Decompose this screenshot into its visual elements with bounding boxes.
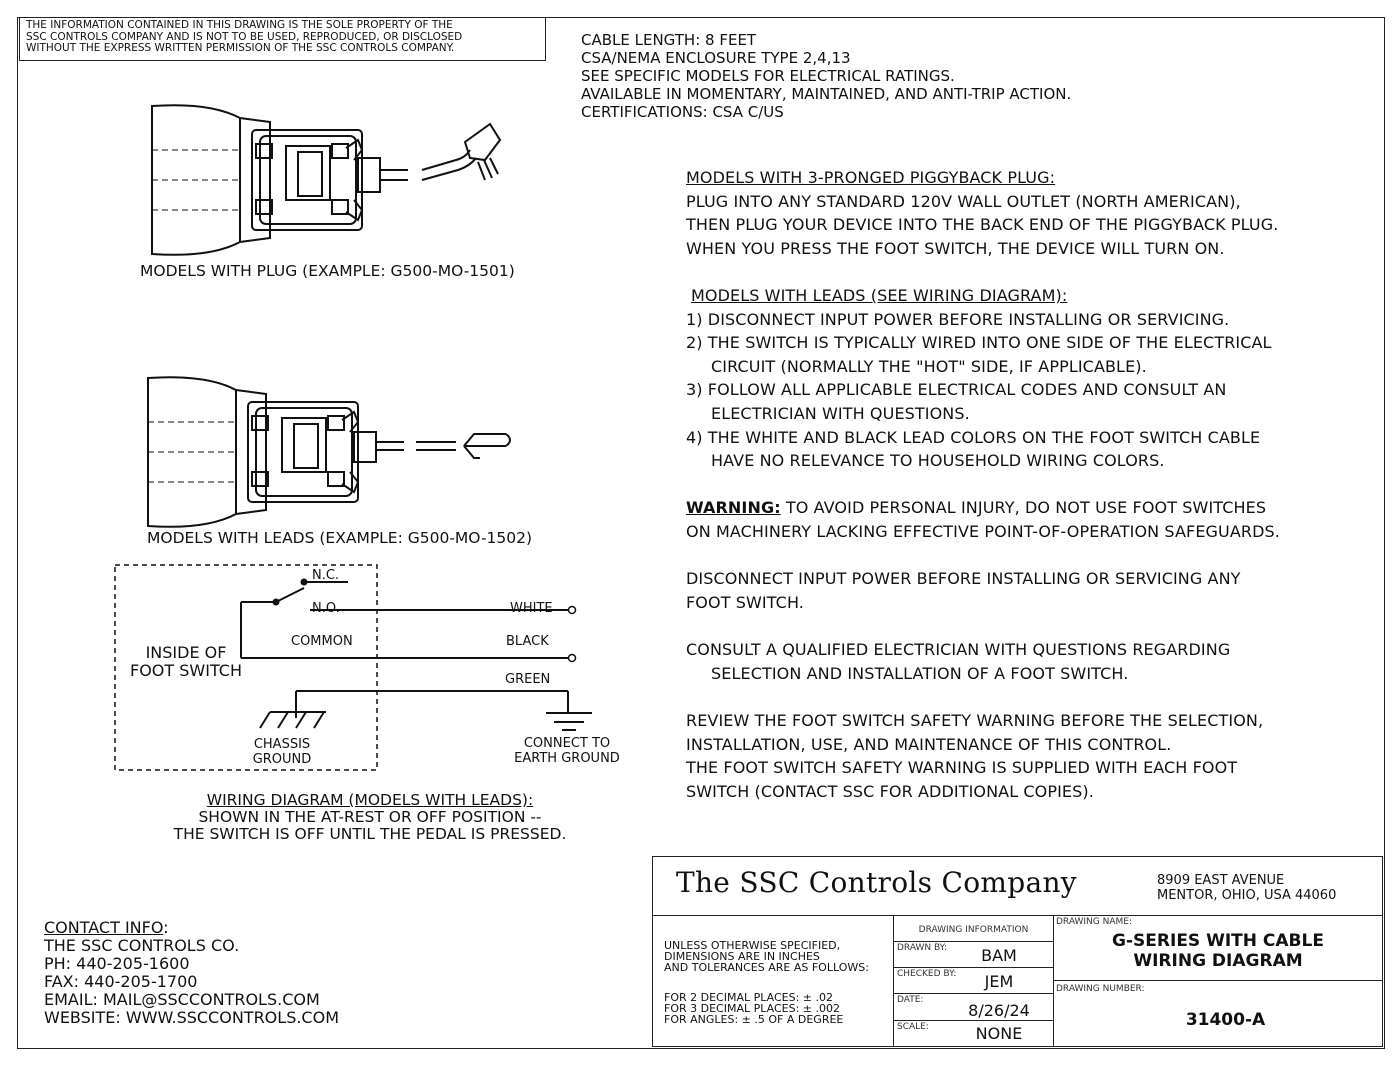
drawing-name: G-SERIES WITH CABLE WIRING DIAGRAM [1112, 931, 1324, 971]
wiring-diagram-caption: WIRING DIAGRAM (MODELS WITH LEADS): SHOWN IN THE AT-REST OR OFF POSITION -- THE SWITCH IS OFF UNTIL THE PEDAL IS PRESSED. [173, 791, 567, 843]
caption-leads: MODELS WITH LEADS (EXAMPLE: G500-MO-1502) [147, 529, 533, 547]
white-label: WHITE [510, 601, 553, 616]
consult-block: CONSULT A QUALIFIED ELECTRICIAN WITH QUESTIONS REGARDING SELECTION AND INSTALLATION OF A FOOT SWITCH. [686, 640, 1231, 683]
scale-value: NONE [975, 1024, 1023, 1043]
company-address: 8909 EAST AVENUE MENTOR, OHIO, USA 44060 [1157, 873, 1337, 903]
notice-line: THE INFORMATION CONTAINED IN THIS DRAWING IS THE SOLE PROPERTY OF THE [26, 19, 453, 31]
drawn-by-value: BAM [981, 946, 1017, 965]
warning-block: WARNING: TO AVOID PERSONAL INJURY, DO NOT USE FOOT SWITCHES ON MACHINERY LACKING EFFECTIVE POINT-OF-OPERATION SAFEGUARDS. [686, 498, 1280, 541]
drawing-info-label: DRAWING INFORMATION [918, 925, 1029, 935]
company-name: The SSC Controls Company [676, 866, 1077, 899]
drawing-number: 31400-A [1185, 1010, 1266, 1030]
spec-line: CSA/NEMA ENCLOSURE TYPE 2,4,13 [581, 49, 851, 67]
spec-line: SEE SPECIFIC MODELS FOR ELECTRICAL RATINGS. [581, 67, 955, 85]
warning-label: WARNING: [686, 498, 781, 517]
date-value: 8/26/24 [968, 1001, 1030, 1020]
contact-info: CONTACT INFO: THE SSC CONTROLS CO. PH: 440-205-1600 FAX: 440-205-1700 EMAIL: MAIL@SSCCONTROLS.COM WEBSITE: WWW.SSCCONTROLS.COM [44, 918, 339, 1027]
checked-by-value: JEM [984, 972, 1014, 991]
proprietary-notice [19, 17, 546, 61]
caption-plug: MODELS WITH PLUG (EXAMPLE: G500-MO-1501) [140, 262, 515, 280]
spec-line: CERTIFICATIONS: CSA C/US [581, 103, 784, 121]
nc-label: N.C. [312, 568, 340, 583]
review-block: REVIEW THE FOOT SWITCH SAFETY WARNING BEFORE THE SELECTION, INSTALLATION, USE, AND MAINTENANCE OF THIS CONTROL. THE FOOT SWITCH SAFETY WARNING IS SUPPLIED WITH EACH FOOT SWITCH (CONTACT SSC FOR ADDITIONAL COPIES). [686, 711, 1264, 801]
date-label: DATE: [897, 995, 924, 1005]
no-label: N.O. [312, 601, 340, 616]
contact-heading: CONTACT INFO [44, 918, 164, 937]
spec-line: CABLE LENGTH: 8 FEET [581, 31, 757, 49]
plug-heading: MODELS WITH 3-PRONGED PIGGYBACK PLUG: [686, 168, 1056, 187]
black-label: BLACK [506, 634, 549, 649]
decimal-tolerances: FOR 2 DECIMAL PLACES: ± .02 FOR 3 DECIMAL PLACES: ± .002 FOR ANGLES: ± .5 OF A DEGREE [664, 991, 844, 1026]
spec-line: AVAILABLE IN MOMENTARY, MAINTAINED, AND ANTI-TRIP ACTION. [581, 85, 1072, 103]
plug-instructions: MODELS WITH 3-PRONGED PIGGYBACK PLUG: PLUG INTO ANY STANDARD 120V WALL OUTLET (NORTH AMERICAN), THEN PLUG YOUR DEVICE INTO THE BACK END OF THE PIGGYBACK PLUG. WHEN YOU PRESS THE FOOT SWITCH, THE DEVICE WILL TURN ON. [686, 168, 1279, 258]
scale-label: SCALE: [897, 1022, 929, 1032]
tolerance-notes: UNLESS OTHERWISE SPECIFIED, DIMENSIONS ARE IN INCHES AND TOLERANCES ARE AS FOLLOWS: [664, 939, 869, 974]
checked-by-label: CHECKED BY: [897, 969, 957, 979]
green-label: GREEN [505, 672, 551, 687]
leads-heading: MODELS WITH LEADS (SEE WIRING DIAGRAM): [691, 286, 1068, 305]
notice-line: SSC CONTROLS COMPANY AND IS NOT TO BE USED, REPRODUCED, OR DISCLOSED [26, 30, 463, 43]
disconnect-block: DISCONNECT INPUT POWER BEFORE INSTALLING OR SERVICING ANY FOOT SWITCH. [686, 569, 1241, 612]
foot-switch-leads-illustration [140, 372, 520, 532]
notice-line: WITHOUT THE EXPRESS WRITTEN PERMISSION OF THE SSC CONTROLS COMPANY. [26, 42, 455, 54]
earth-ground-label: CONNECT TO EARTH GROUND [514, 736, 620, 766]
chassis-ground-label: CHASSIS GROUND [252, 737, 312, 767]
drawn-by-label: DRAWN BY: [897, 943, 947, 953]
leads-instructions: MODELS WITH LEADS (SEE WIRING DIAGRAM): 1) DISCONNECT INPUT POWER BEFORE INSTALLING OR SERVICING. 2) THE SWITCH IS TYPICALLY WIRED INTO ONE SIDE OF THE ELECTRICAL CIRCUIT (NORMALLY THE "HOT" SIDE, IF APPLICABLE). 3) FOLLOW ALL APPLICABLE ELECTRICAL CODES AND CONSULT AN ELECTRICIAN WITH QUESTIONS. 4) THE WHITE AND BLACK LEAD COLORS ON THE FOOT SWITCH CABLE HAVE NO RELEVANCE TO HOUSEHOLD WIRING COLORS. [686, 286, 1272, 471]
drawing-number-label: DRAWING NUMBER: [1056, 984, 1145, 994]
specs-block [581, 31, 1071, 121]
switch-blade [276, 588, 304, 602]
foot-switch-plug-illustration [140, 100, 520, 260]
drawing-name-label: DRAWING NAME: [1056, 917, 1132, 927]
common-label: COMMON [291, 634, 353, 649]
inside-foot-switch-label: INSIDE OF FOOT SWITCH [130, 643, 242, 680]
